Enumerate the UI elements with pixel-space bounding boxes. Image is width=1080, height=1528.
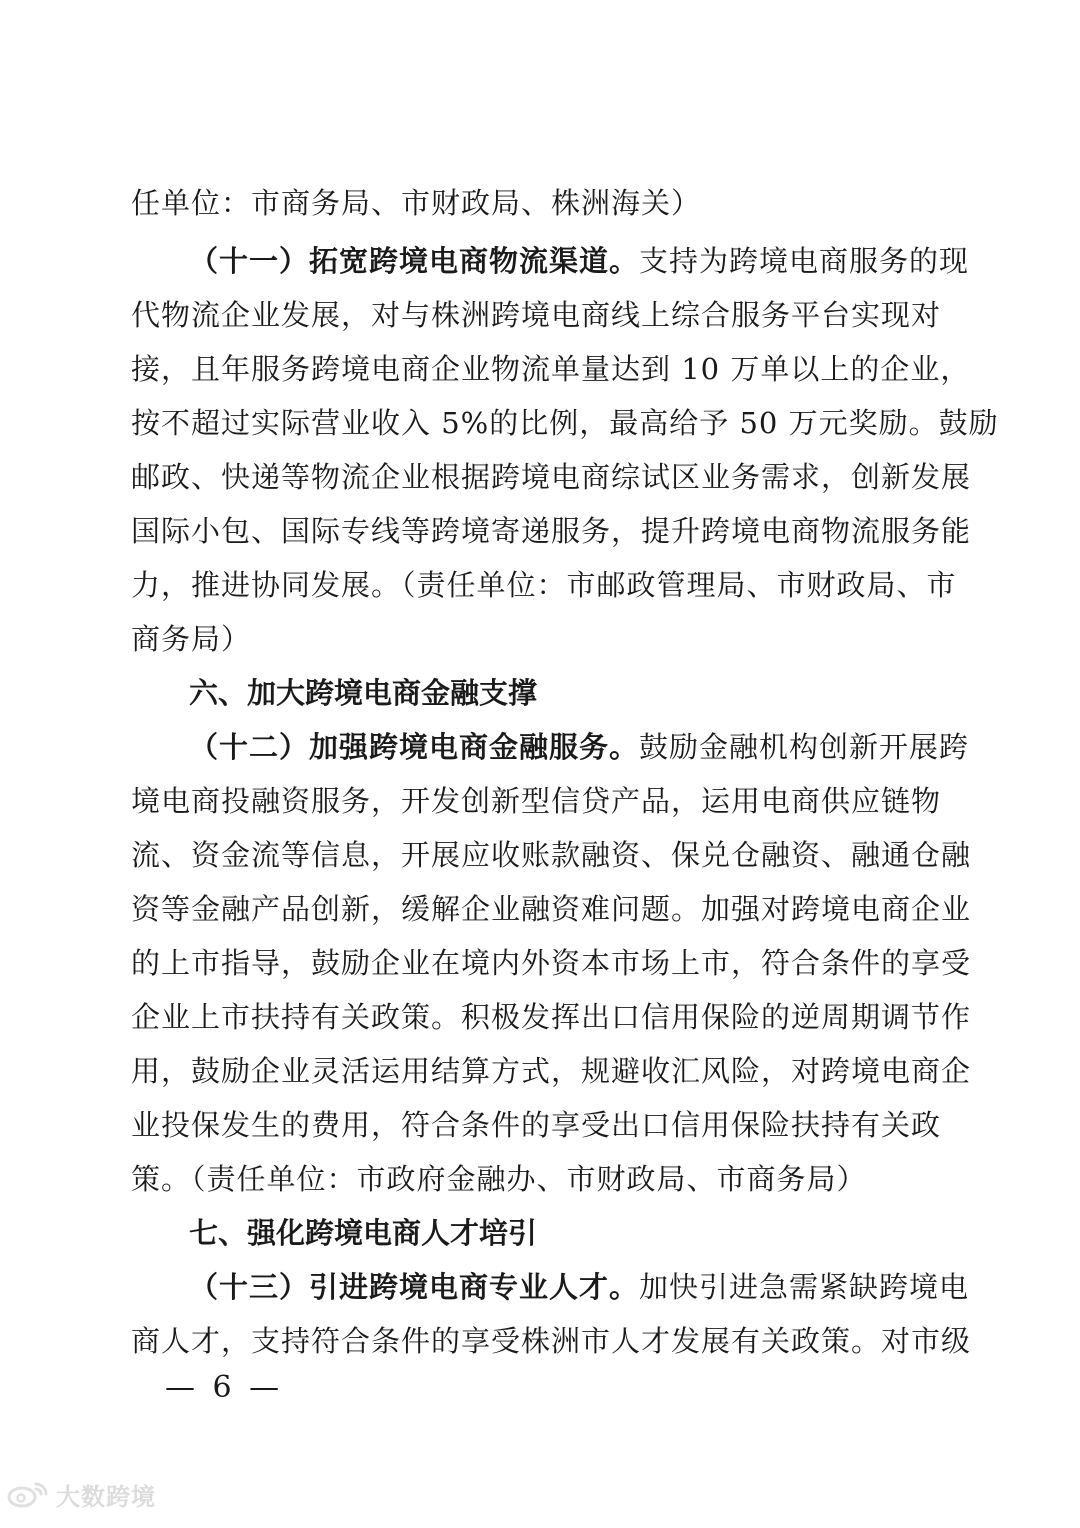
text-line: 国际小包、国际专线等跨境寄递服务，提升跨境电商物流服务能 [131,514,972,548]
weibo-logo-icon [6,1480,50,1508]
watermark-text: 大数跨境 [56,1482,156,1511]
section-heading-6: 六、加大跨境电商金融支撑 [189,676,538,710]
text-line: 商务局） [131,622,252,656]
text-line: 代物流企业发展，对与株洲跨境电商线上综合服务平台实现对 [131,298,942,332]
section-heading-7: 七、强化跨境电商人才培引 [189,1216,538,1250]
text-line: 流、资金流等信息，开展应收账款融资、保兑仓融资、融通仓融 [131,838,972,872]
article-12-title: （十二）加强跨境电商金融服务。 [189,730,640,764]
text-line: 用，鼓励企业灵活运用结算方式，规避收汇风险，对跨境电商企 [131,1054,972,1088]
text-line: 力，推进协同发展。（责任单位：市邮政管理局、市财政局、市 [131,568,957,602]
text-line: 按不超过实际营业收入 5%的比例，最高给予 50 万元奖励。鼓励 [131,406,999,440]
text-line: 任单位：市商务局、市财政局、株洲海关） [131,186,702,220]
text-line: 接，且年服务跨境电商企业物流单量达到 10 万单以上的企业， [131,352,971,386]
article-11-title: （十一）拓宽跨境电商物流渠道。 [189,244,640,278]
text-line: 策。（责任单位：市政府金融办、市财政局、市商务局） [131,1162,867,1196]
article-11-first-line [189,241,970,281]
text-fragment: 加快引进急需紧缺跨境电 [639,1270,970,1304]
text-line: 商人才，支持符合条件的享受株洲市人才发展有关政策。对市级 [131,1324,972,1358]
text-line: 业投保发生的费用，符合条件的享受出口信用保险扶持有关政 [131,1108,942,1142]
text-line: 邮政、快递等物流企业根据跨境电商综试区业务需求，创新发展 [131,460,972,494]
watermark [6,1474,156,1514]
text-line: 的上市指导，鼓励企业在境内外资本市场上市，符合条件的享受 [131,946,972,980]
text-line: 企业上市扶持有关政策。积极发挥出口信用保险的逆周期调节作 [131,1000,972,1034]
page-number: — 6 — [165,1370,284,1405]
text-line: 资等金融产品创新，缓解企业融资难问题。加强对跨境电商企业 [131,892,972,926]
article-13-first-line [189,1267,970,1307]
article-13-title: （十三）引进跨境电商专业人才。 [189,1270,640,1304]
text-fragment: 鼓励金融机构创新开展跨 [639,730,970,764]
article-12-first-line [189,727,970,767]
text-fragment: 支持为跨境电商服务的现 [639,244,970,278]
text-line: 境电商投融资服务，开发创新型信贷产品，运用电商供应链物 [131,784,942,818]
